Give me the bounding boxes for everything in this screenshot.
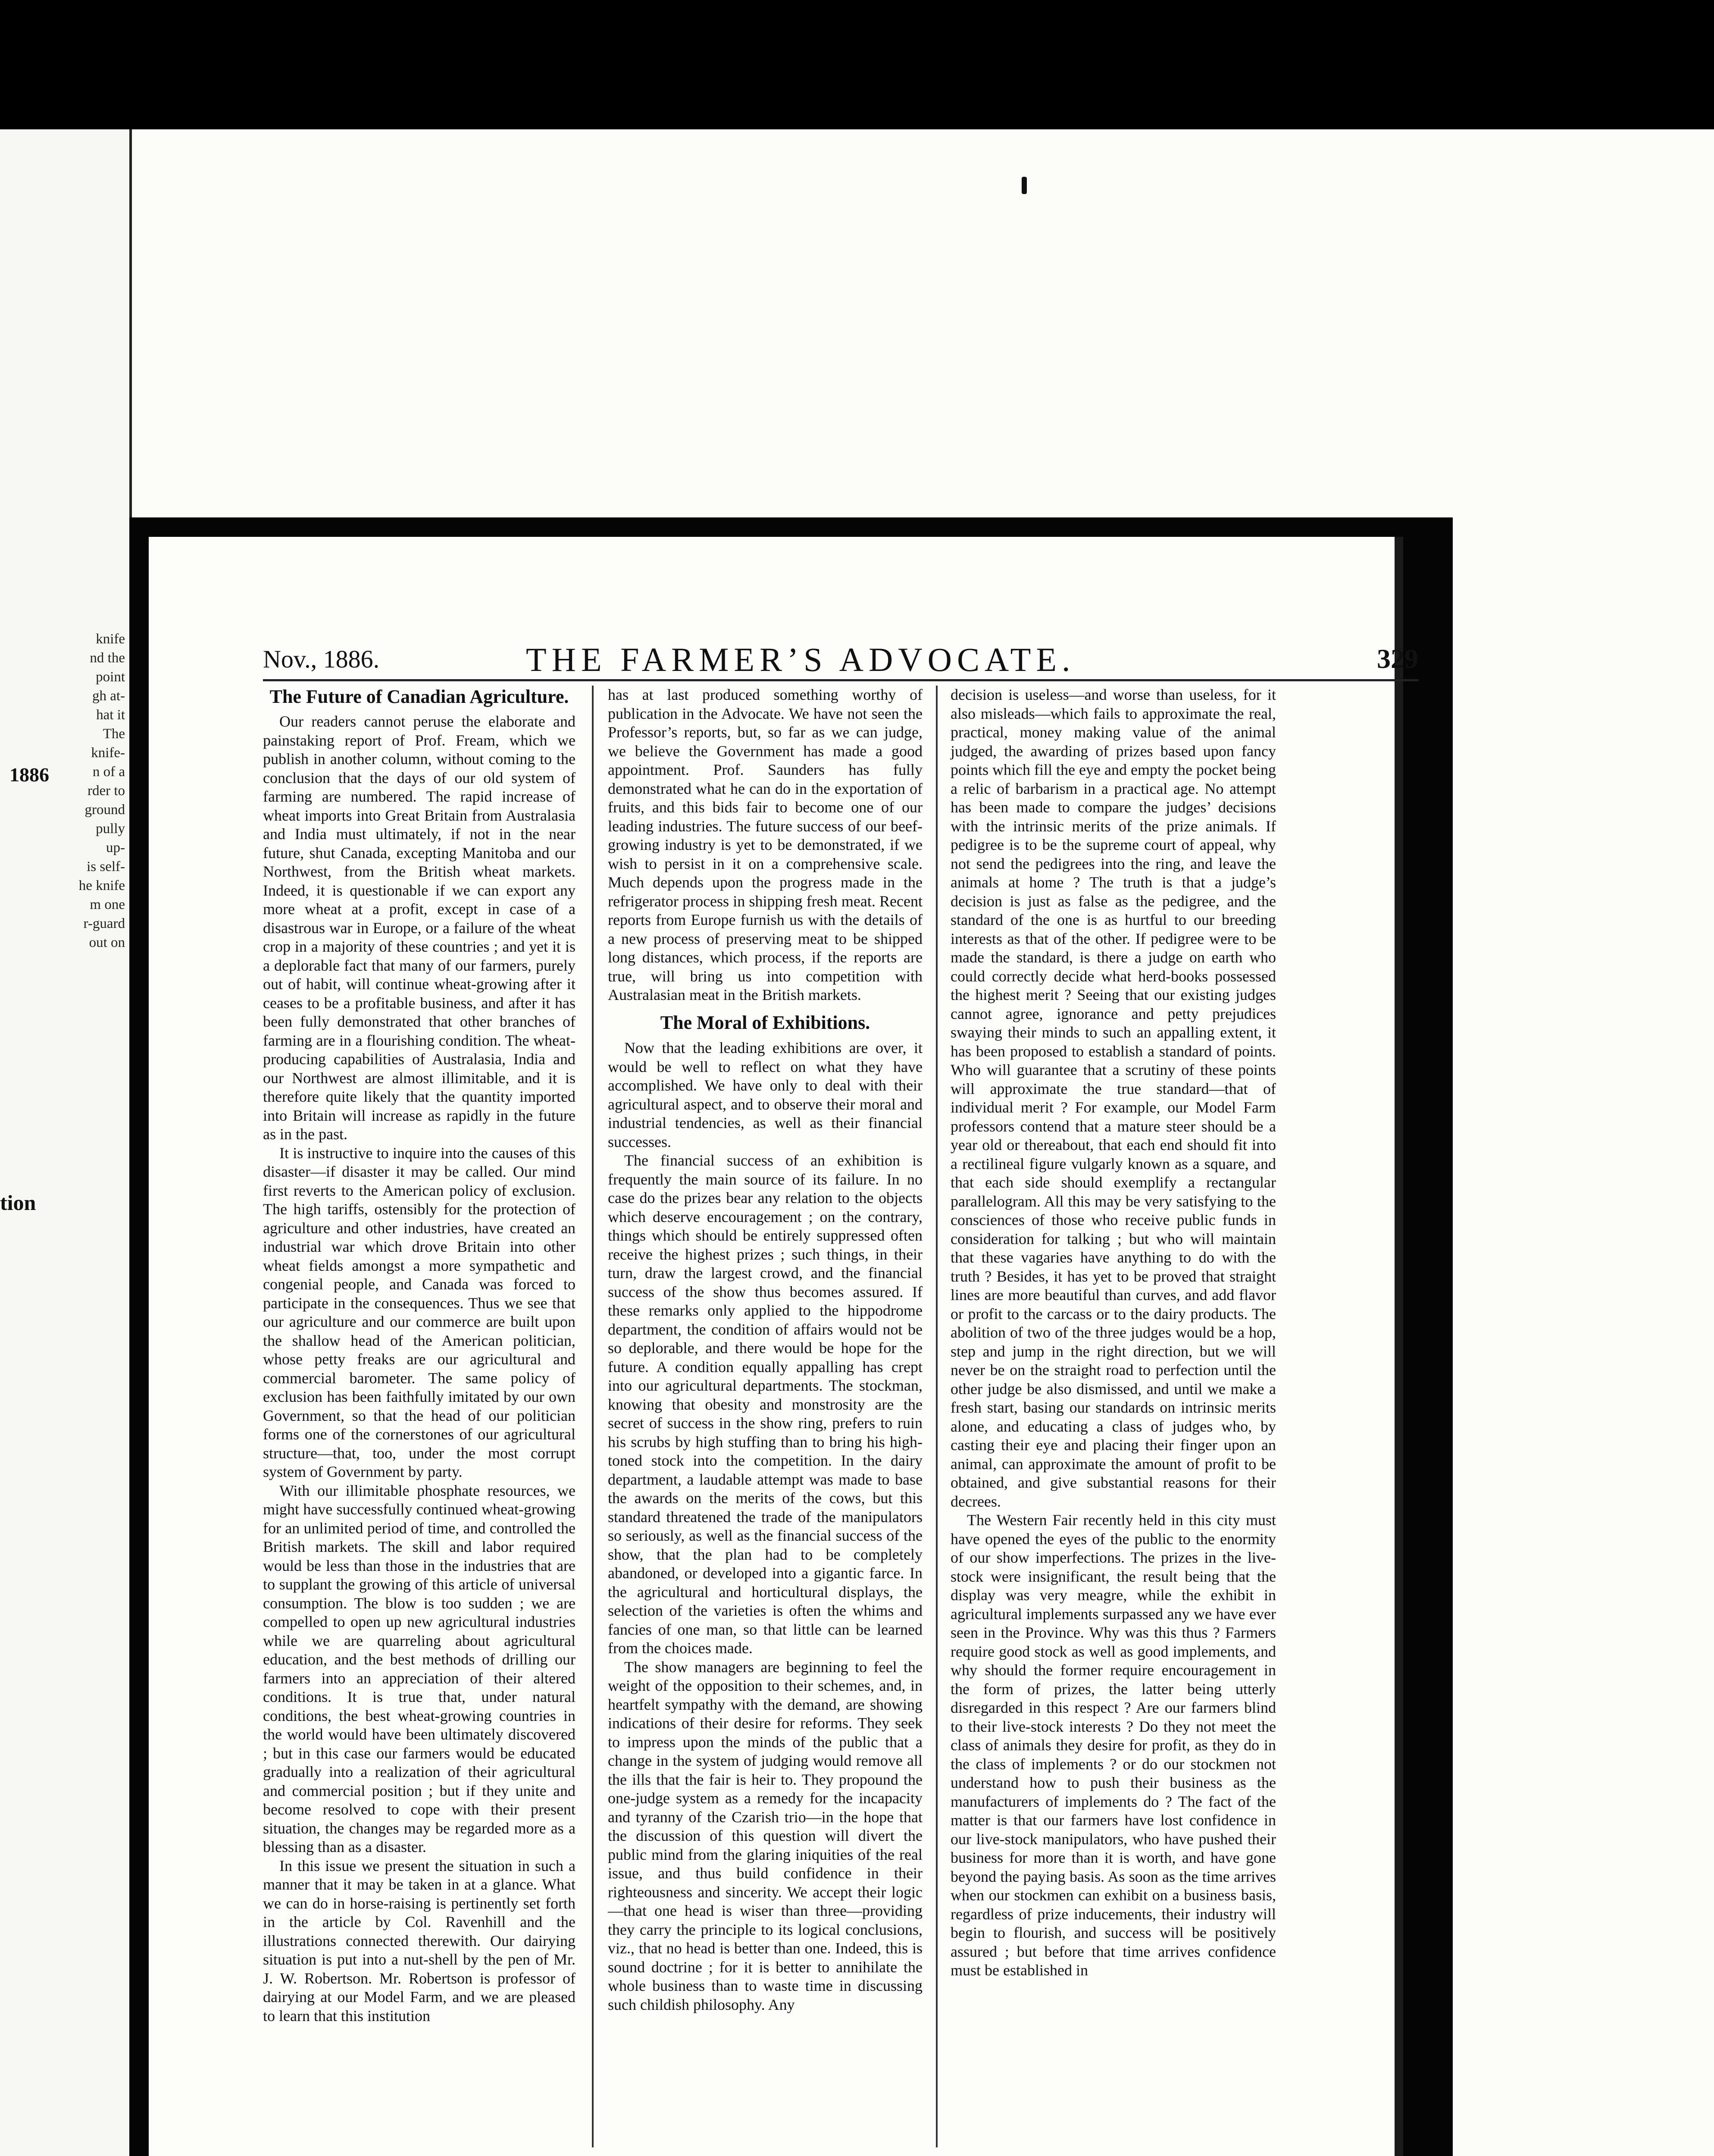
column-2 [608, 686, 923, 2014]
paragraph: It is instructive to inquire into the causes of this disaster—if disaster it may be called. Our mind first reverts to the American policy of exclusion. The high tariffs, ostensibly for the protection of agriculture and other industries, have created an industrial war which drove Britain into other wheat fields amongst a more sympathetic and congenial people, and Canada was forced to participate in the consequences. Thus we see that our agriculture and our commerce are built upon the shallow head of the American politician, whose petty freaks are our agricultural and commercial barometer. The same policy of exclusion has been faithfully imitated by our own Government, so that the head of our politician forms one of the cornerstones of our agricultural structure—that, too, under the most corrupt system of Government by party. [263, 1144, 576, 1480]
left-page-text-fragments: knife nd the point gh at- hat it The knife- n of a rder to ground pully up- is self- he knife m one r-guard out on [78, 631, 125, 950]
paragraph-continued: decision is useless—and worse than useless, for it also misleads—which fails to approximate the real, practical, money making value of the animal judged, the awarding of prizes based upon fancy points which fill the eye and empty the pocket being a relic of barbarism in a practical age. No attempt has been made to compare the judges’ decisions with the intrinsic merits of the prize animals. If pedigree is to be the supreme court of appeal, why not send the pedigrees into the ring, and leave the animals at home ? The truth is that a judge’s decision is just as false as the pedigree, and the standard of the one is as hurtful to our breeding interests as that of the other. If pedigree were to be made the standard, is there a judge on earth who could correctly decide what herd-books possessed the highest merit ? Seeing that our existing judges cannot agree, ignorance and petty prejudices swaying their minds to such an appalling extent, it has been proposed to establish a standard of points. Who will guarantee that a scrutiny of these points will approximate the true standard—that of individual merit ? For example, our Model Farm professors contend that a mature steer should be a year old or thereabout, that each end should fit into a rectilineal figure vulgarly known as a square, and that each side should exemplify a rectangular parallelogram. All this may be very satisfying to the consciences of those who receive public funds in consideration for talking ; but who will maintain that these vagaries have anything to do with the truth ? Besides, it has yet to be proved that straight lines are more beautiful than curves, and add flavor or profit to the carcass or to the dairy products. The abolition of two of the three judges would be a hop, step and jump in the right direction, but we will never be on the straight road to perfection until the other judge be also dismissed, and until we make a fresh start, basing our standards on intrinsic merits alone, and educating a class of judges who, by casting their eye and placing their finger upon an animal, can approximate the amount of profit to be obtained, and give substantial reasons for their decrees. [951, 686, 1276, 1510]
paragraph-continued: has at last produced something worthy of publication in the Advocate. We have not seen the Professor’s reports, but, so far as we can judge, we believe the Government has made a good appointment. Prof. Saunders has fully demonstrated what he can do in the exportation of fruits, and this bids fair to become one of our leading industries. The future success of our beef-growing industry is yet to be demonstrated, if we wish to persist in it on a comprehensive scale. Much depends upon the progress made in the refrigerator process in shipping fresh meat. Recent reports from Europe furnish us with the details of a new process of preserving meat to be shipped long distances, which process, if the reports are true, will bring us into competition with Australasian meat in the British markets. [608, 686, 923, 1003]
left-page-heading-fragment: tion [0, 1191, 36, 1215]
paragraph: The Western Fair recently held in this city must have opened the eyes of the public to the enormity of our show imperfections. The prizes in the live-stock were insignificant, the result being that the display was very meagre, while the exhibit in agricultural implements surpassed any we have ever seen in the Province. Why was this thus ? Farmers require good stock as well as good implements, and why should the former require encouragement in the form of prizes, the latter being utterly disregarded in this respect ? Are our farmers blind to their live-stock interests ? Do they not meet the class of animals they desire for profit, as they do in the class of implements ? or do our stockmen not understand how to push their business as the manufacturers of implements do ? The fact of the matter is that our farmers have lost confidence in our live-stock manipulators, who have pushed their business for more than it is worth, and have gone beyond the paying basis. As soon as the time arrives when our stockmen can exhibit on a business basis, regardless of prize inducements, their industry will begin to flourish, and success will be positively assured ; but before that time arrives confidence must be established in [951, 1511, 1276, 1979]
article-title-future-agriculture: The Future of Canadian Agriculture. [269, 686, 569, 707]
left-page-year: 1886 [9, 764, 49, 786]
article-title-moral-exhibitions: The Moral of Exhibitions. [660, 1012, 870, 1033]
newspaper-page [149, 537, 1418, 2156]
paragraph: With our illimitable phosphate resources, we might have successfully continued wheat-growing for an unlimited period of time, and controlled the British markets. The skill and labor required would be less than those in the industries that are to supplant the growing of this article of universal consumption. The blow is too sudden ; we are compelled to open up new agricultural industries while we are quarreling about agricultural education, and the best methods of drilling our farmers into an appreciation of their altered conditions. It is true that, under natural conditions, the best wheat-growing countries in the world would have been ultimately discovered ; but in this case our farmers would be educated gradually into a realization of their agricultural and commercial position ; but if they unite and become resolved to cope with their present situation, the changes may be regarded more as a blessing than as a disaster. [263, 1482, 576, 1855]
paragraph: Our readers cannot peruse the elaborate and painstaking report of Prof. Fream, which we publish in another column, without coming to the conclusion that the days of our old system of farming are numbered. The rapid increase of wheat imports into Great Britain from Australasia and India must ultimately, if not in the near future, shut Canada, excepting Manitoba and our Northwest, from the British wheat markets. Indeed, it is questionable if we can export any more wheat at a profit, except in case of a disastrous war in Europe, or a failure of the wheat crop in a majority of these countries ; and yet it is a deplorable fact that many of our farmers, purely out of habit, will continue wheat-growing after it ceases to be a profitable business, and after it has been fully demonstrated that other branches of farming are in a flourishing condition. The wheat-producing capabilities of Australasia, India and our Northwest are almost illimitable, and it is therefore quite likely that the quantity imported into Britain will increase as rapidly in the future as in the past. [263, 713, 576, 1143]
paragraph: The financial success of an exhibition is frequently the main source of its failure. In no case do the prizes bear any relation to the objects which deserve encouragement ; on the contrary, things which should be entirely suppressed often receive the highest prizes ; such things, in their turn, draw the largest crowd, and the financial success of the show thus becomes assured. If these remarks only applied to the hippodrome department, the condition of affairs would not be so deplorable, and there would be hope for the future. A condition equally appalling has crept into our agricultural departments. The stockman, knowing that obesity and monstrosity are the secret of success in the show ring, prefers to ruin his scrubs by high stuffing than to bring his high-toned stock into the competition. In the dairy department, a laudable attempt was made to base the awards on the merits of the cows, but this standard threatened the trade of the manipulators so seriously, as well as the financial success of the show, that the plan had to be completely abandoned, or developed into a gigantic farce. In the agricultural and horticultural displays, the selection of the varieties is often the whims and fancies of one man, so that little can be learned from the choices made. [608, 1152, 923, 1657]
column-divider [936, 686, 938, 2147]
scan-speck [1022, 177, 1027, 194]
column-3 [951, 686, 1276, 1980]
column-1 [263, 686, 576, 2025]
issue-date: Nov., 1886. [263, 645, 380, 673]
newspaper-title: THE FARMER’S ADVOCATE. [526, 641, 1076, 678]
page-number: 329 [1377, 643, 1418, 674]
paragraph: Now that the leading exhibitions are over, it would be well to reflect on what they have accomplished. We have only to deal with their agricultural aspect, and to observe their moral and industrial tendencies, as well as their financial successes. [608, 1039, 923, 1150]
page-header [263, 640, 1418, 678]
column-divider [592, 686, 594, 2147]
paragraph: The show managers are beginning to feel the weight of the opposition to their schemes, and, in heartfelt sympathy with the demand, are showing indications of their desire for reforms. They seek to impress upon the minds of the public that a change in the system of judging would remove all the ills that the fair is heir to. They propound the one-judge system as a remedy for the incapacity and tyranny of the Czarish trio—in the hope that the discussion of this question will divert the public mind from the glaring iniquities of the real issue, and thus build confidence in their righteousness and sincerity. We accept their logic—that one head is wiser than three—providing they carry the principle to its logical conclusions, viz., that no head is better than one. Indeed, this is sound doctrine ; for it is better to annihilate the whole business than to waste time in discussing such childish philosophy. Any [608, 1658, 923, 2013]
left-page-fragment [0, 129, 132, 2156]
header-rule [263, 679, 1418, 681]
paragraph: In this issue we present the situation in such a manner that it may be taken in at a glance. What we can do in horse-raising is pertinently set forth in the article by Col. Ravenhill and the illustrations connected therewith. Our dairying situation is put into a nut-shell by the pen of Mr. J. W. Robertson. Mr. Robertson is professor of dairying at our Model Farm, and we are pleased to learn that this institution [263, 1857, 576, 2024]
